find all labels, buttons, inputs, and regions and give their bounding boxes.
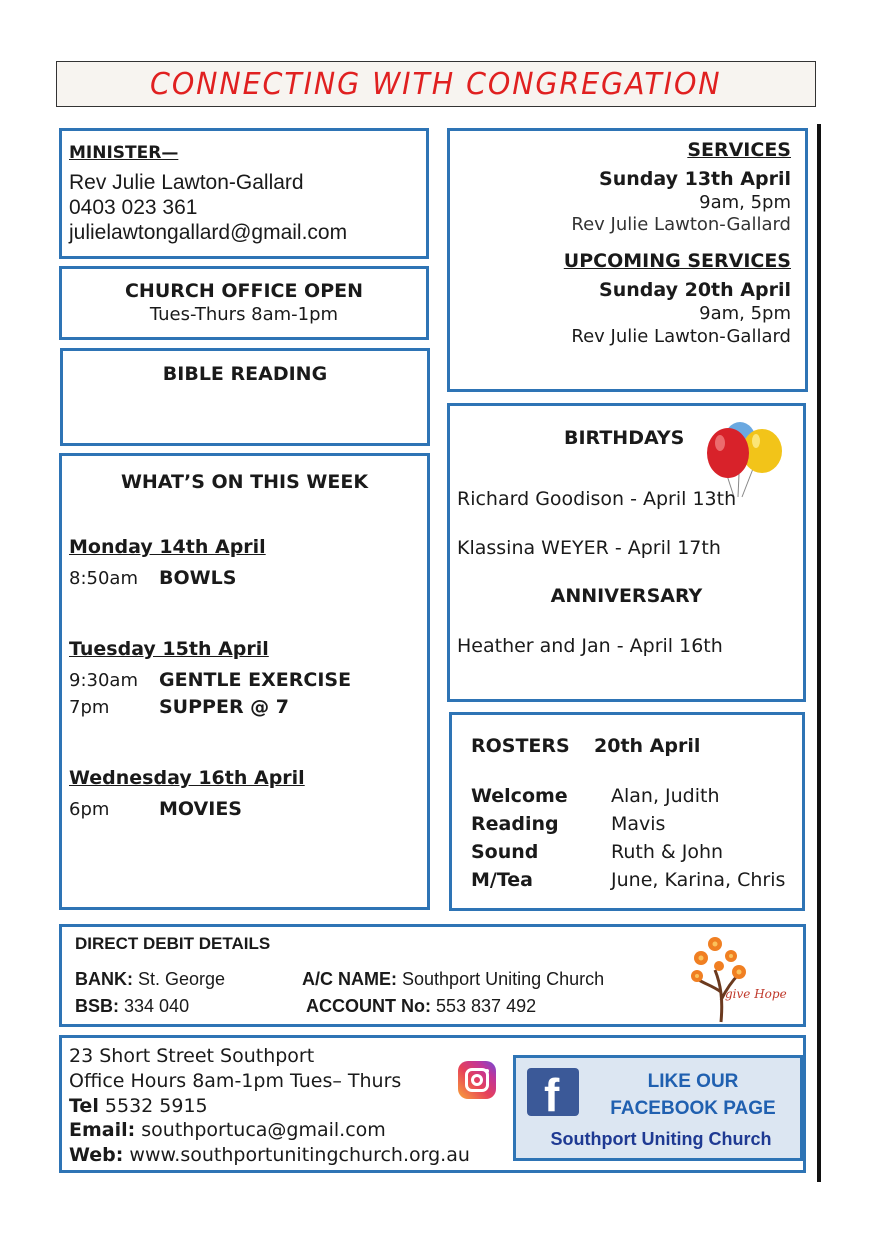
- roster-names: Mavis: [611, 813, 666, 835]
- facebook-icon: [527, 1068, 579, 1116]
- account-label: ACCOUNT No:: [306, 996, 431, 1016]
- event-time: 6pm: [69, 799, 110, 820]
- minister-email[interactable]: julielawtongallard@gmail.com: [69, 221, 348, 244]
- give-hope-text: give Hope: [725, 987, 787, 1001]
- acname-label: A/C NAME:: [302, 969, 397, 989]
- service-date: Sunday 13th April: [599, 168, 791, 190]
- whats-on-box: [59, 453, 430, 910]
- event-time: 7pm: [69, 697, 110, 718]
- bible-reading-box: [60, 348, 430, 446]
- upcoming-service-times: 9am, 5pm: [699, 303, 791, 324]
- bible-reading-heading: BIBLE READING: [162, 363, 328, 385]
- roster-names: June, Karina, Chris: [611, 869, 786, 891]
- birthdays-heading: BIRTHDAYS: [564, 427, 685, 449]
- bank-line: [75, 969, 225, 990]
- web-label: Web:: [69, 1144, 124, 1166]
- email-link[interactable]: southportuca@gmail.com: [141, 1119, 386, 1141]
- acname-value: Southport Uniting Church: [402, 969, 605, 989]
- tel-value[interactable]: 5532 5915: [104, 1095, 208, 1117]
- contact-address: 23 Short Street Southport: [69, 1045, 315, 1067]
- account-value: 553 837 492: [436, 996, 537, 1016]
- service-times: 9am, 5pm: [699, 192, 791, 213]
- upcoming-service-leader: Rev Julie Lawton-Gallard: [571, 326, 791, 347]
- birthday-item: Klassina WEYER - April 17th: [457, 537, 721, 559]
- contact-box: [59, 1035, 806, 1173]
- roster-names: Ruth & John: [611, 841, 724, 863]
- service-leader: Rev Julie Lawton-Gallard: [571, 214, 791, 235]
- page-title-bar: [56, 61, 816, 107]
- whats-on-heading: WHAT’S ON THIS WEEK: [120, 471, 369, 493]
- upcoming-services-heading: UPCOMING SERVICES: [563, 250, 791, 272]
- event-name: BOWLS: [159, 567, 237, 589]
- facebook-panel[interactable]: [513, 1055, 803, 1161]
- event-name: MOVIES: [159, 798, 242, 820]
- facebook-page-name: Southport Uniting Church: [550, 1129, 772, 1149]
- event-name: GENTLE EXERCISE: [159, 669, 352, 691]
- birthday-item: Richard Goodison - April 13th: [457, 488, 737, 510]
- minister-phone: 0403 023 361: [69, 196, 198, 219]
- minister-heading: MINISTER—: [69, 143, 179, 163]
- office-box: [59, 266, 429, 340]
- roster-role: Reading: [471, 813, 559, 835]
- debit-heading: DIRECT DEBIT DETAILS: [75, 934, 271, 953]
- rosters-heading: ROSTERS: [471, 735, 570, 757]
- give-hope-logo: [687, 930, 799, 1025]
- roster-names: Alan, Judith: [611, 785, 720, 807]
- vertical-divider: [817, 124, 821, 1182]
- instagram-icon[interactable]: [458, 1061, 496, 1099]
- facebook-letter: f: [544, 1069, 560, 1116]
- account-line: [306, 996, 536, 1017]
- facebook-line1: LIKE OUR: [647, 1071, 739, 1092]
- day-heading: Monday 14th April: [69, 536, 266, 558]
- office-hours: Tues-Thurs 8am-1pm: [149, 304, 339, 325]
- bank-value: St. George: [138, 969, 226, 989]
- office-heading: CHURCH OFFICE OPEN: [124, 280, 364, 302]
- contact-hours: Office Hours 8am-1pm Tues– Thurs: [69, 1070, 402, 1092]
- facebook-line2: FACEBOOK PAGE: [610, 1098, 776, 1119]
- page-title: CONNECTING WITH CONGREGATION: [150, 66, 722, 102]
- roster-role: Sound: [471, 841, 539, 863]
- direct-debit-box: [59, 924, 806, 1027]
- services-heading: SERVICES: [687, 139, 791, 161]
- minister-box: [59, 128, 429, 259]
- anniversary-item: Heather and Jan - April 16th: [457, 635, 723, 657]
- day-heading: Tuesday 15th April: [69, 638, 269, 660]
- anniversary-heading: ANNIVERSARY: [550, 585, 703, 607]
- rosters-date: 20th April: [594, 735, 701, 757]
- bsb-value: 334 040: [124, 996, 190, 1016]
- event-time: 9:30am: [69, 670, 138, 691]
- email-label: Email:: [69, 1119, 136, 1141]
- services-box: [447, 128, 808, 392]
- bsb-label: BSB:: [75, 996, 119, 1016]
- event-time: 8:50am: [69, 568, 138, 589]
- acname-line: [302, 969, 604, 990]
- birthdays-box: [447, 403, 806, 702]
- upcoming-service-date: Sunday 20th April: [599, 279, 791, 301]
- day-heading: Wednesday 16th April: [69, 767, 305, 789]
- contact-web-line: [69, 1144, 470, 1166]
- web-link[interactable]: www.southportunitingchurch.org.au: [129, 1144, 470, 1166]
- roster-role: M/Tea: [471, 869, 533, 891]
- roster-role: Welcome: [471, 785, 568, 807]
- bsb-line: [75, 996, 189, 1017]
- rosters-box: [449, 712, 805, 911]
- minister-name: Rev Julie Lawton-Gallard: [69, 171, 304, 194]
- contact-email-line: [69, 1119, 386, 1141]
- event-name: SUPPER @ 7: [159, 696, 290, 718]
- tel-label: Tel: [69, 1095, 99, 1117]
- bank-label: BANK:: [75, 969, 133, 989]
- contact-tel-line: [69, 1095, 208, 1117]
